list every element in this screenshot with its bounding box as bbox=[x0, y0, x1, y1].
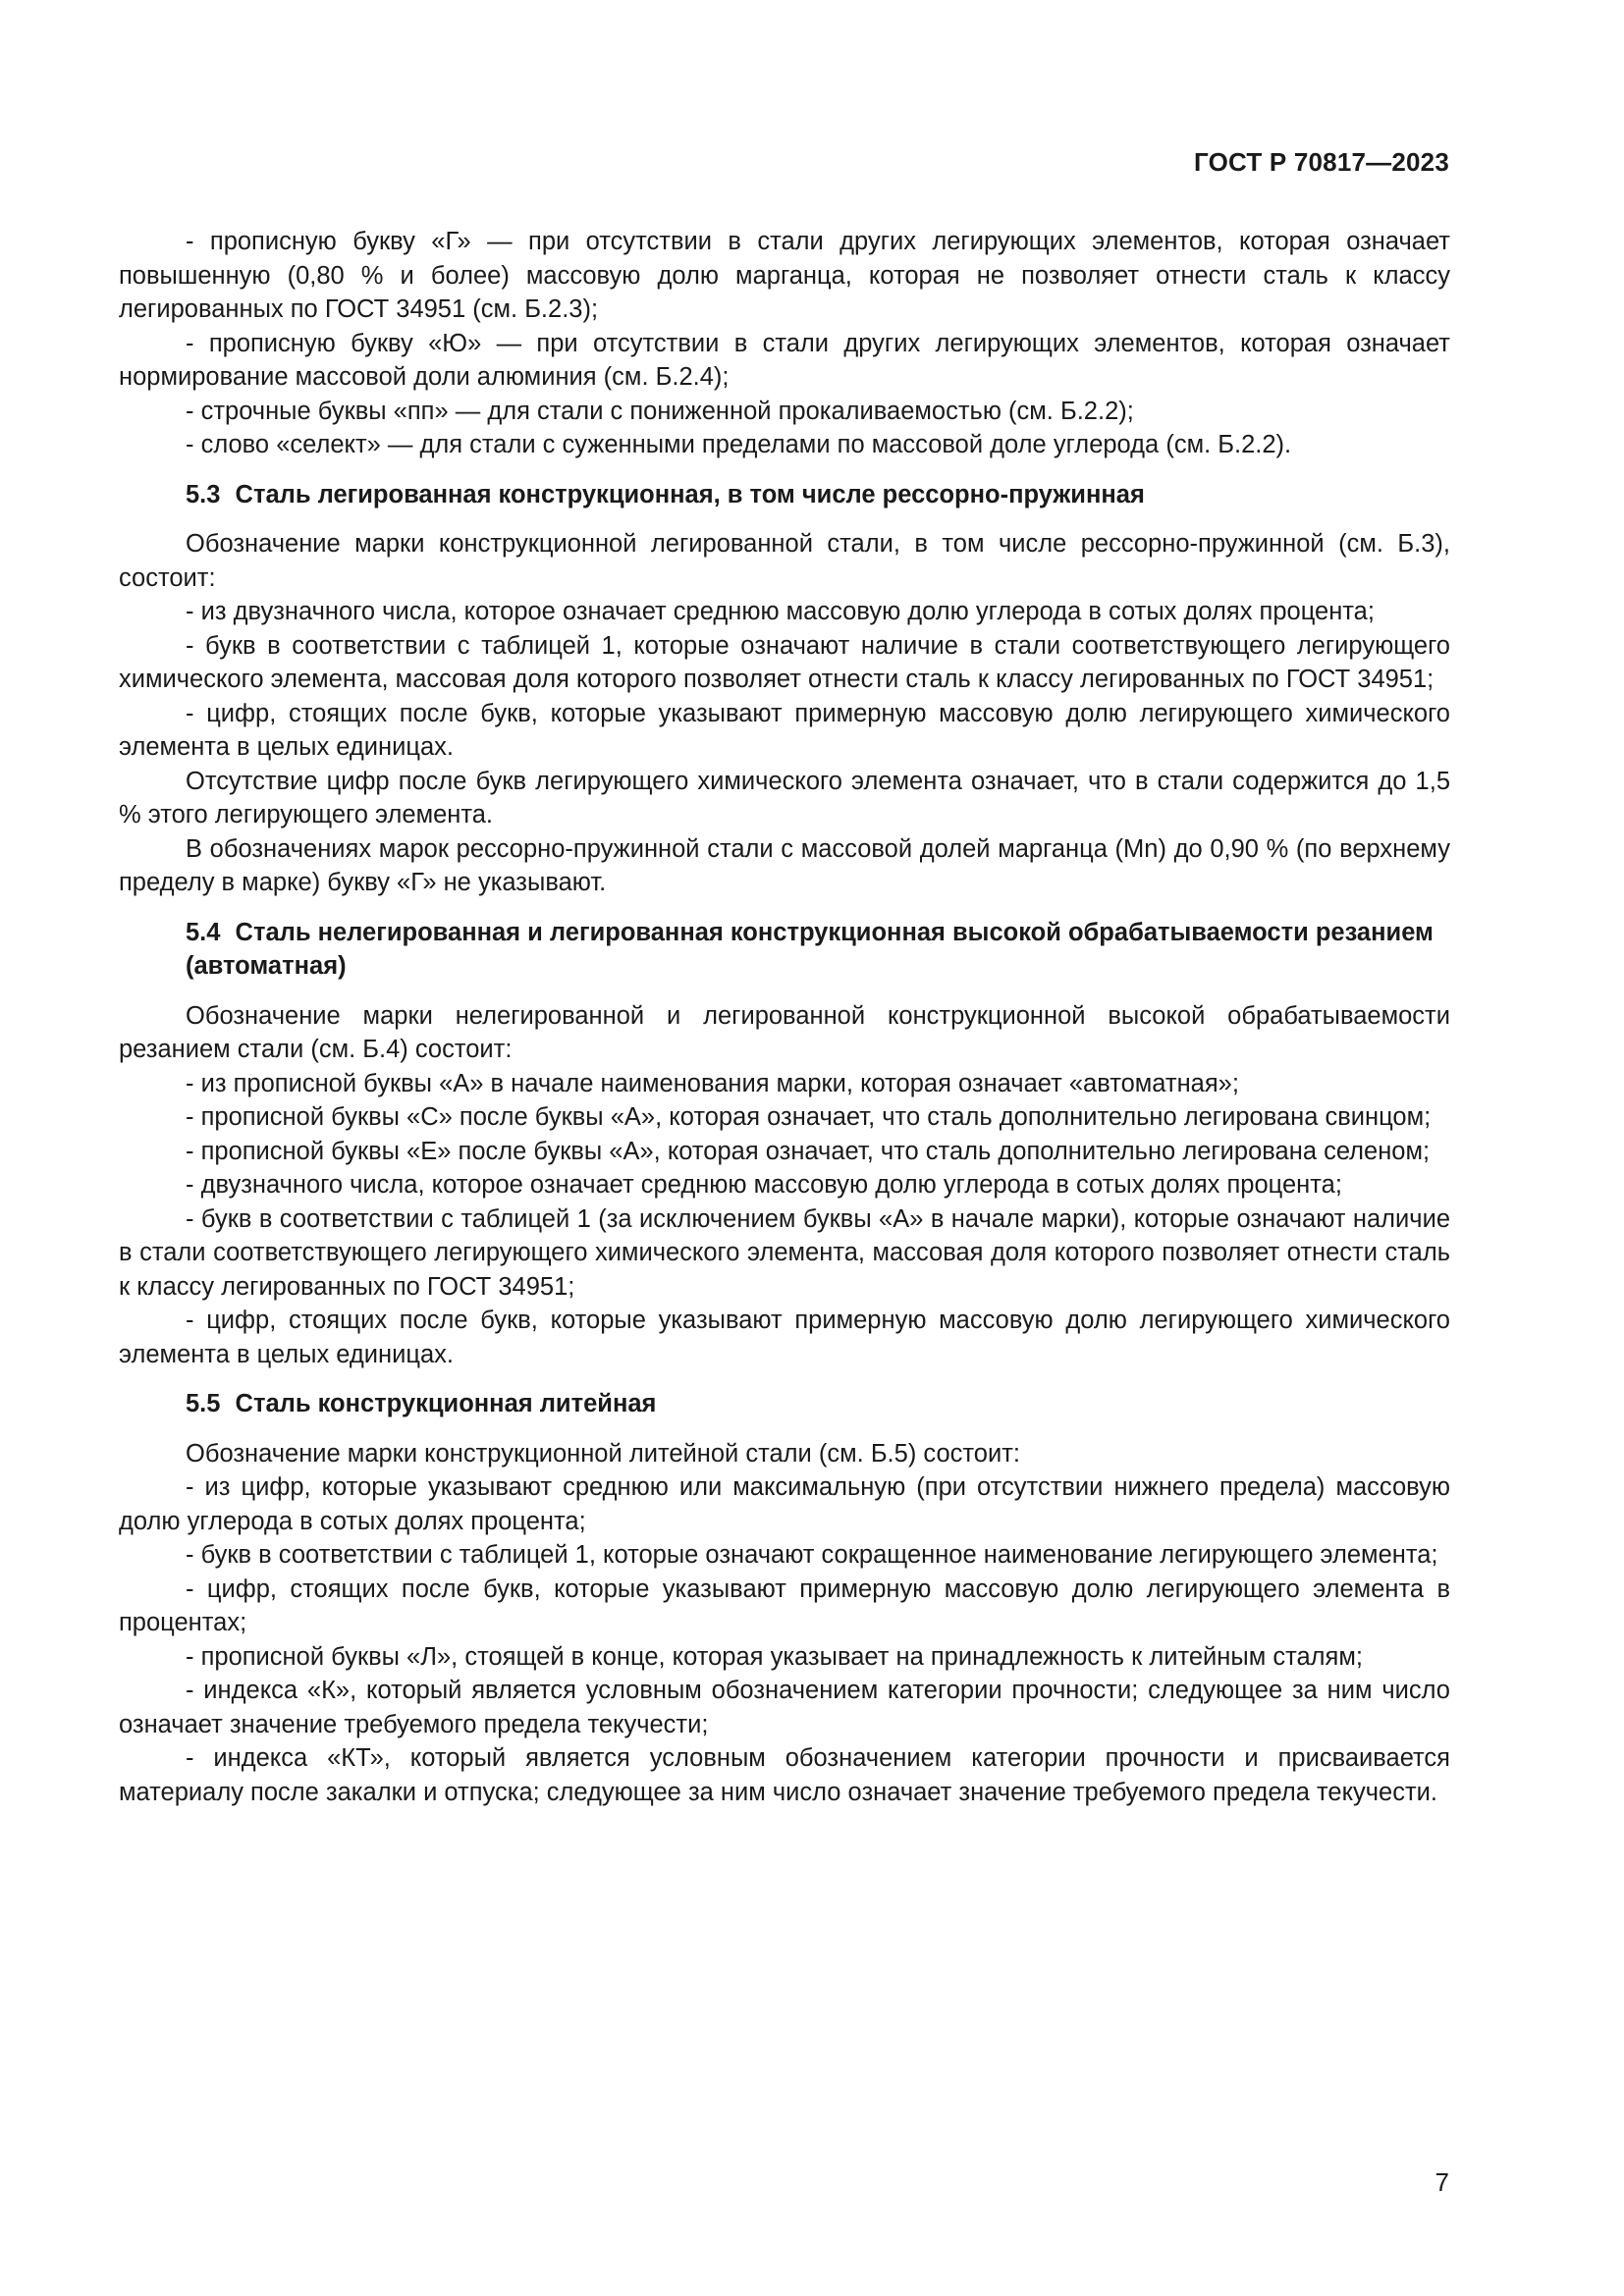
paragraph: В обозначениях марок рессорно-пружинной стали с массовой долей марганца (Mn) до 0,90 % (по верхнему пределу в марке) букву «Г» не указывают. bbox=[119, 834, 1450, 896]
section-number: 5.4 bbox=[186, 918, 221, 946]
list-item: - букв в соответствии с таблицей 1 (за исключением буквы «А» в начале марки), которые означают наличие в стали соответствующего легирующего химического элемента, массовая доля которого позволяет отнести сталь к классу легированных по ГОСТ 34951; bbox=[119, 1204, 1450, 1301]
section-title: Сталь легированная конструкционная, в том числе рессорно-пружинная bbox=[235, 480, 1145, 508]
section-title: Сталь нелегированная и легированная конструкционная высокой обрабатываемости резанием (автоматная) bbox=[186, 918, 1434, 980]
list-item: - слово «селект» — для стали с суженными пределами по массовой доле углерода (см. Б.2.2). bbox=[186, 431, 1292, 458]
list-item: - цифр, стоящих после букв, которые указывают примерную массовую долю легирующего химического элемента в целых единицах. bbox=[119, 1307, 1450, 1368]
list-item: - прописной буквы «Е» после буквы «А», которая означает, что сталь дополнительно легирована селеном; bbox=[186, 1137, 1431, 1165]
list-item: - прописной буквы «С» после буквы «А», которая означает, что сталь дополнительно легирована свинцом; bbox=[186, 1103, 1432, 1131]
list-item: - букв в соответствии с таблицей 1, которые означают наличие в стали соответствующего легирующего химического элемента, массовая доля которого позволяет отнести сталь к классу легированных по ГОСТ 34951; bbox=[119, 631, 1450, 693]
list-item: - индекса «КТ», который является условным обозначением категории прочности и присваивается материалу после закалки и отпуска; следующее за ним число означает значение требуемого предела текучести. bbox=[119, 1744, 1450, 1806]
list-item: - прописную букву «Г» — при отсутствии в стали других легирующих элементов, которая означает повышенную (0,80 % и более) массовую долю марганца, которая не позволяет отнести сталь к классу легированных по ГОСТ 34951 (см. Б.2.3); bbox=[119, 228, 1450, 323]
paragraph: Обозначение марки нелегированной и легированной конструкционной высокой обрабатываемости резанием стали (см. Б.4) состоит: bbox=[119, 1001, 1450, 1063]
list-item: - цифр, стоящих после букв, которые указывают примерную массовую долю легирующего химического элемента в целых единицах. bbox=[119, 699, 1450, 761]
list-item: - прописную букву «Ю» — при отсутствии в стали других легирующих элементов, которая означает нормирование массовой доли алюминия (см. Б.2.4); bbox=[119, 329, 1450, 391]
section-number: 5.5 bbox=[186, 1390, 221, 1417]
list-item: - прописной буквы «Л», стоящей в конце, которая указывает на принадлежность к литейным сталям; bbox=[186, 1642, 1363, 1671]
list-item: - двузначного числа, которое означает среднюю массовую долю углерода в сотых долях процента; bbox=[186, 1171, 1342, 1199]
list-item: - из двузначного числа, которое означает среднюю массовую долю углерода в сотых долях процента; bbox=[186, 598, 1375, 625]
page-number: 7 bbox=[1435, 2167, 1449, 2197]
list-item: - букв в соответствии с таблицей 1, которые означают сокращенное наименование легирующего элемента; bbox=[186, 1541, 1438, 1569]
paragraph: Отсутствие цифр после букв легирующего химического элемента означает, что в стали содержится до 1,5 % этого легирующего элемента. bbox=[119, 767, 1450, 828]
section-title: Сталь конструкционная литейная bbox=[235, 1390, 657, 1417]
list-item: - индекса «К», который является условным обозначением категории прочности; следующее за ним число означает значение требуемого предела текучести; bbox=[119, 1677, 1450, 1738]
section-number: 5.3 bbox=[186, 480, 221, 508]
document-header: ГОСТ Р 70817—2023 bbox=[1194, 147, 1449, 177]
document-body bbox=[119, 225, 1450, 1809]
list-item: - цифр, стоящих после букв, которые указывают примерную массовую долю легирующего элемента в процентах; bbox=[119, 1575, 1450, 1636]
paragraph: Обозначение марки конструкционной легированной стали, в том числе рессорно-пружинной (см. Б.3), состоит: bbox=[119, 530, 1450, 592]
paragraph: Обозначение марки конструкционной литейной стали (см. Б.5) состоит: bbox=[186, 1439, 1020, 1468]
list-item: - из прописной буквы «А» в начале наименования марки, которая означает «автоматная»; bbox=[186, 1069, 1239, 1097]
section-heading-5-3 bbox=[119, 478, 1450, 512]
section-heading-5-4 bbox=[119, 916, 1450, 984]
list-item: - строчные буквы «пп» — для стали с пониженной прокаливаемостью (см. Б.2.2); bbox=[186, 397, 1134, 425]
section-heading-5-5 bbox=[119, 1387, 1450, 1421]
list-item: - из цифр, которые указывают среднюю или максимальную (при отсутствии нижнего предела) массовую долю углерода в сотых долях процента; bbox=[119, 1473, 1450, 1535]
